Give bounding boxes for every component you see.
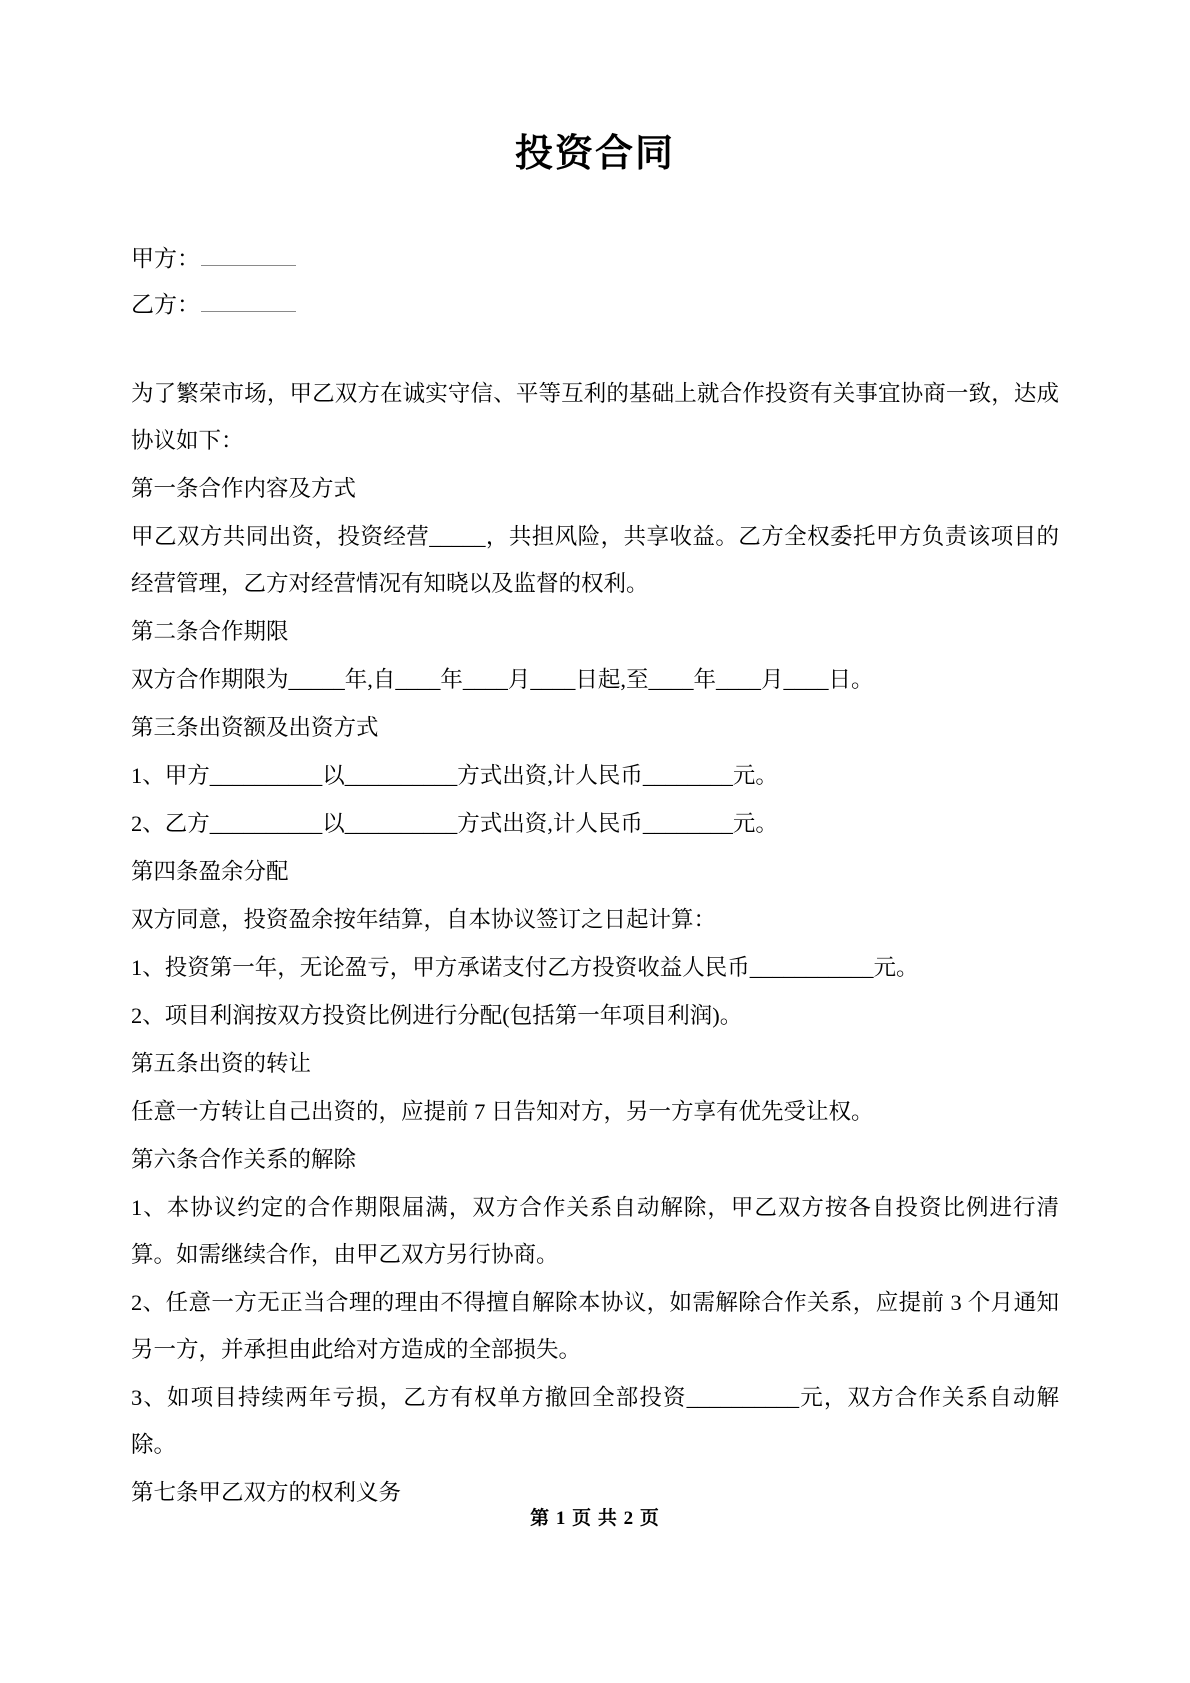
party-row-yifang <box>131 282 1059 328</box>
article-2-paragraph-1: 双方合作期限为_____年,自____年____月____日起,至____年____月____日。 <box>131 666 874 692</box>
article-heading-4: 第四条盈余分配 <box>131 858 289 884</box>
article-4-paragraph-1: 双方同意，投资盈余按年结算，自本协议签订之日起计算： <box>131 906 717 932</box>
article-4-paragraph-2: 1、投资第一年，无论盈亏，甲方承诺支付乙方投资收益人民币___________元。 <box>131 954 919 980</box>
article-heading-7: 第七条甲乙双方的权利义务 <box>131 1479 402 1505</box>
page-title: 投资合同 <box>514 133 675 175</box>
party-block <box>131 236 1059 328</box>
page-footer: 第 1 页 共 2 页 <box>530 1508 660 1529</box>
article-1-paragraph-1: 甲乙双方共同出资，投资经营_____，共担风险，共享收益。乙方全权委托甲方负责该项目的经营管理，乙方对经营情况有知晓以及监督的权利。 <box>131 523 1059 596</box>
party-label-yifang: 乙方： <box>131 291 200 317</box>
article-heading-3: 第三条出资额及出资方式 <box>131 714 379 740</box>
article-4-paragraph-3: 2、项目利润按双方投资比例进行分配(包括第一年项目利润)。 <box>131 1002 743 1028</box>
article-heading-2: 第二条合作期限 <box>131 618 289 644</box>
party-blank-jiafang[interactable] <box>201 240 296 265</box>
article-6-paragraph-2: 2、任意一方无正当合理的理由不得擅自解除本协议，如需解除合作关系，应提前 3 个月通知另一方，并承担由此给对方造成的全部损失。 <box>131 1289 1059 1362</box>
article-3-paragraph-2: 2、乙方__________以__________方式出资,计人民币________元。 <box>131 810 778 836</box>
article-heading-6: 第六条合作关系的解除 <box>131 1146 357 1172</box>
document-body <box>131 370 1059 1516</box>
party-blank-yifang[interactable] <box>201 286 296 311</box>
intro-paragraph: 为了繁荣市场，甲乙双方在诚实守信、平等互利的基础上就合作投资有关事宜协商一致，达成协议如下： <box>131 380 1059 453</box>
article-heading-5: 第五条出资的转让 <box>131 1050 312 1076</box>
article-3-paragraph-1: 1、甲方__________以__________方式出资,计人民币________元。 <box>131 762 778 788</box>
party-row-jiafang <box>131 236 1059 282</box>
party-label-jiafang: 甲方： <box>131 245 200 271</box>
article-6-paragraph-3: 3、如项目持续两年亏损，乙方有权单方撤回全部投资__________元，双方合作关系自动解除。 <box>131 1384 1059 1457</box>
document-content <box>131 0 1059 1517</box>
article-6-paragraph-1: 1、本协议约定的合作期限届满，双方合作关系自动解除，甲乙双方按各自投资比例进行清算。如需继续合作，由甲乙双方另行协商。 <box>131 1194 1059 1267</box>
article-heading-1: 第一条合作内容及方式 <box>131 475 357 501</box>
article-5-paragraph-1: 任意一方转让自己出资的，应提前 7 日告知对方，另一方享有优先受让权。 <box>131 1098 874 1124</box>
